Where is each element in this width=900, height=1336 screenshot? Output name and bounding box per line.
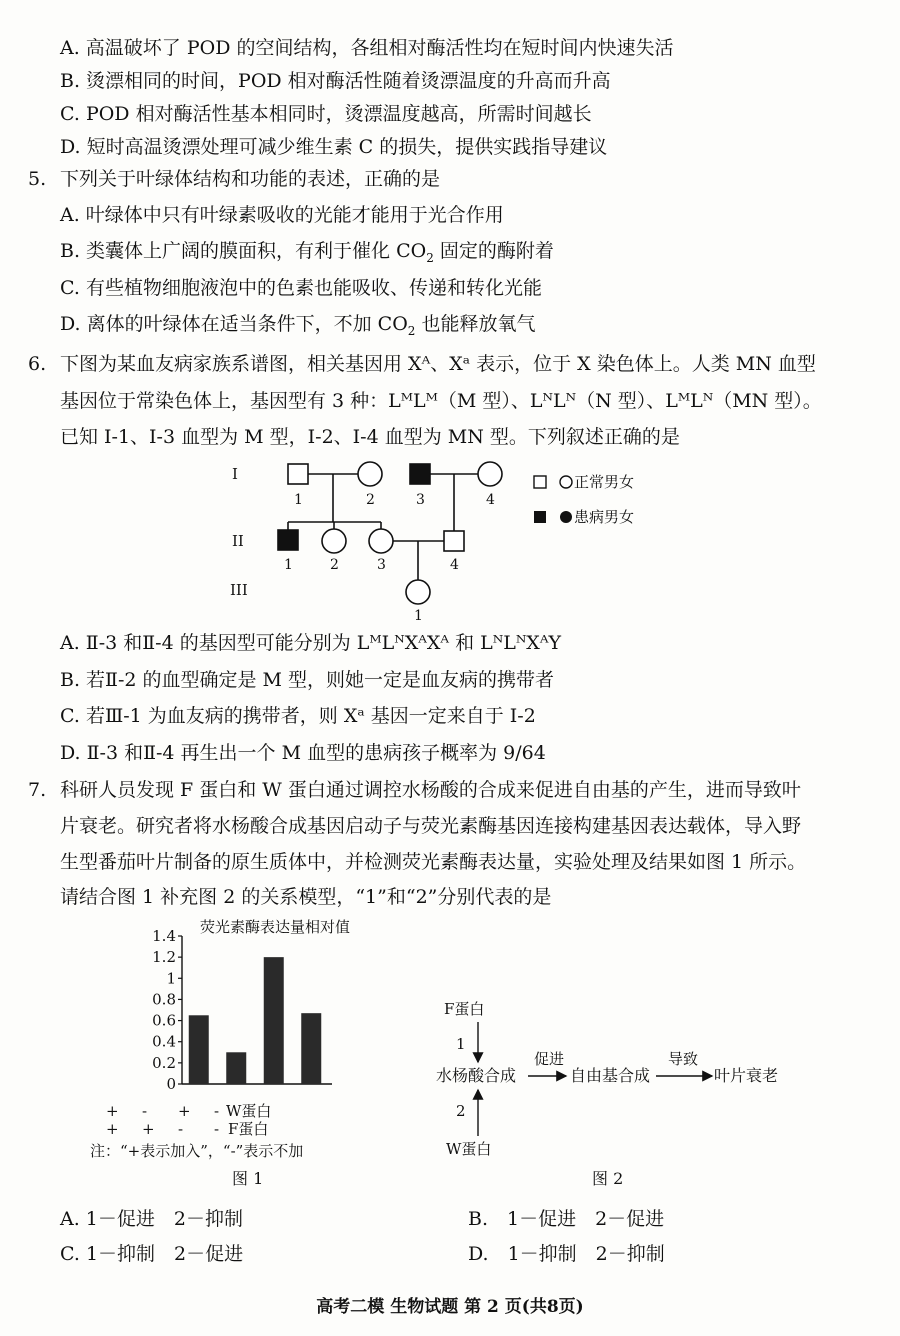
pedigree-i-1: 1 bbox=[294, 492, 303, 508]
figure-1-note: 注：“+表示加入”，“-”表示不加 bbox=[90, 1142, 304, 1160]
y-tick-label: 0.8 bbox=[152, 990, 176, 1009]
q5-option-c: C. 有些植物细胞液泡中的色素也能吸收、传递和转化光能 bbox=[60, 277, 542, 299]
pedigree-chart bbox=[200, 452, 720, 630]
q7-line-1: 科研人员发现 F 蛋白和 W 蛋白通过调控水杨酸的合成来促进自由基的产生，进而导致叶 bbox=[60, 779, 801, 801]
q7-option-a: A. 1－促进 2－抑制 bbox=[60, 1208, 243, 1230]
q6-line-3: 已知 I-1、I-3 血型为 M 型，I-2、I-4 血型为 MN 型。下列叙述正确的是 bbox=[60, 426, 680, 448]
q5-option-b-pre: B. 类囊体上广阔的膜面积，有利于催化 CO bbox=[60, 240, 427, 262]
pedigree-ii-1: 1 bbox=[284, 557, 293, 573]
q6-line-2: 基因位于常染色体上，基因型有 3 种：LᴹLᴹ（M 型）、LᴺLᴺ（N 型）、LᴹLᴺ（MN 型）。 bbox=[60, 390, 822, 412]
y-tick-label: 1 bbox=[166, 969, 176, 988]
q5-option-b-sub: 2 bbox=[426, 250, 434, 265]
legend-affected-female-icon bbox=[560, 511, 572, 523]
q5-stem: 下列关于叶绿体结构和功能的表述，正确的是 bbox=[60, 168, 441, 190]
w-row-4: - bbox=[214, 1102, 220, 1120]
relation-label-1: 1 bbox=[456, 1035, 466, 1053]
pedigree-gen-label-1: I bbox=[232, 465, 238, 483]
q7-line-4: 请结合图 1 补充图 2 的关系模型，“1”和“2”分别代表的是 bbox=[60, 886, 552, 908]
bar-2 bbox=[226, 1052, 246, 1084]
legend-normal-label: 正常男女 bbox=[574, 473, 635, 491]
q7-option-c: C. 1－抑制 2－促进 bbox=[60, 1243, 244, 1265]
bar-3 bbox=[264, 957, 284, 1084]
q7-line-3: 生型番茄叶片制备的原生质体中，并检测荧光素酶表达量，实验处理及结果如图 1 所示。 bbox=[60, 851, 807, 873]
page-footer: 高考二模 生物试题 第 2 页(共8页) bbox=[316, 1297, 584, 1317]
f-row-1: + bbox=[106, 1120, 119, 1138]
pedigree-ii-2: 2 bbox=[330, 557, 339, 573]
free-radical-node: 自由基合成 bbox=[570, 1066, 651, 1085]
q4-option-b: B. 烫漂相同的时间，POD 相对酶活性随着烫漂温度的升高而升高 bbox=[60, 70, 611, 92]
promote-label: 促进 bbox=[534, 1050, 565, 1068]
leaf-aging-node: 叶片衰老 bbox=[714, 1066, 779, 1085]
f-row-2: + bbox=[142, 1120, 155, 1138]
legend-affected-label: 患病男女 bbox=[574, 508, 635, 526]
figure-1-bar-chart bbox=[90, 912, 420, 1192]
w-row-1: + bbox=[106, 1102, 119, 1120]
w-row-3: + bbox=[178, 1102, 191, 1120]
salicylic-acid-node: 水杨酸合成 bbox=[436, 1066, 517, 1085]
chart-title: 荧光素酶表达量相对值 bbox=[200, 918, 351, 936]
q6-option-c: C. 若Ⅲ-1 为血友病的携带者，则 Xᵃ 基因一定来自于 I-2 bbox=[60, 705, 536, 727]
pedigree-gen-label-3: III bbox=[230, 581, 248, 599]
relation-label-2: 2 bbox=[456, 1102, 466, 1120]
y-tick-label: 1.4 bbox=[152, 927, 176, 945]
figure-2-relationship-model bbox=[430, 990, 830, 1190]
legend-normal-male-icon bbox=[534, 476, 546, 488]
y-tick-label: 1.2 bbox=[152, 948, 176, 967]
q4-option-a: A. 高温破坏了 POD 的空间结构，各组相对酶活性均在短时间内快速失活 bbox=[60, 37, 674, 59]
figure-1-caption: 图 1 bbox=[232, 1169, 264, 1188]
pedigree-ii-3: 3 bbox=[377, 557, 386, 573]
q5-option-d-pre: D. 离体的叶绿体在适当条件下，不加 CO bbox=[60, 313, 408, 335]
q4-option-c: C. POD 相对酶活性基本相同时，烫漂温度越高，所需时间越长 bbox=[60, 103, 592, 125]
w-protein-label: W蛋白 bbox=[446, 1140, 492, 1158]
y-tick-label: 0.2 bbox=[152, 1053, 176, 1072]
legend-normal-female-icon bbox=[560, 476, 572, 488]
q5-option-d-sub: 2 bbox=[407, 323, 416, 338]
f-protein-label: F蛋白 bbox=[444, 1000, 485, 1018]
pedigree-i-2: 2 bbox=[366, 492, 375, 508]
q7-option-d: D. 1－抑制 2－抑制 bbox=[468, 1243, 665, 1265]
legend-affected-male-icon bbox=[534, 511, 546, 523]
q7-number: 7. bbox=[28, 779, 47, 801]
pedigree-i-4: 4 bbox=[486, 492, 495, 508]
q5-option-a: A. 叶绿体中只有叶绿素吸收的光能才能用于光合作用 bbox=[60, 204, 504, 226]
bar-1 bbox=[189, 1015, 209, 1084]
y-tick-label: 0 bbox=[166, 1075, 176, 1093]
f-row-3: - bbox=[178, 1120, 184, 1138]
q5-option-d bbox=[60, 312, 535, 343]
w-row-label: W蛋白 bbox=[226, 1102, 272, 1120]
q4-option-d: D. 短时高温烫漂处理可减少维生素 C 的损失，提供实践指导建议 bbox=[60, 136, 608, 158]
f-row-label: F蛋白 bbox=[228, 1120, 269, 1138]
pedigree-i-3: 3 bbox=[416, 492, 425, 508]
q5-number: 5. bbox=[28, 168, 47, 190]
w-row-2: - bbox=[142, 1102, 148, 1120]
bar-4 bbox=[301, 1013, 321, 1084]
pedigree-ii-4: 4 bbox=[450, 557, 459, 573]
y-tick-label: 0.6 bbox=[152, 1011, 176, 1030]
q6-option-a: A. Ⅱ-3 和Ⅱ-4 的基因型可能分别为 LᴹLᴺXᴬXᴬ 和 LᴺLᴺXᴬY bbox=[60, 632, 561, 654]
pedigree-iii-1: 1 bbox=[414, 608, 423, 624]
f-row-4: - bbox=[214, 1120, 220, 1138]
q7-option-b: B. 1－促进 2－促进 bbox=[468, 1208, 665, 1230]
q5-option-b bbox=[60, 239, 554, 270]
q5-option-d-post: 也能释放氧气 bbox=[415, 313, 536, 335]
q6-option-d: D. Ⅱ-3 和Ⅱ-4 再生出一个 M 血型的患病孩子概率为 9/64 bbox=[60, 742, 546, 764]
cause-label: 导致 bbox=[668, 1050, 699, 1068]
q6-line-1: 下图为某血友病家族系谱图，相关基因用 Xᴬ、Xᵃ 表示，位于 X 染色体上。人类 MN 血型 bbox=[60, 353, 816, 375]
pedigree-gen-label-2: II bbox=[232, 532, 244, 550]
q6-number: 6. bbox=[28, 353, 47, 375]
q7-line-2: 片衰老。研究者将水杨酸合成基因启动子与荧光素酶基因连接构建基因表达载体，导入野 bbox=[60, 815, 802, 837]
y-tick-label: 0.4 bbox=[152, 1032, 176, 1051]
q6-option-b: B. 若Ⅱ-2 的血型确定是 M 型，则她一定是血友病的携带者 bbox=[60, 669, 555, 691]
figure-2-caption: 图 2 bbox=[592, 1169, 624, 1188]
q5-option-b-post: 固定的酶附着 bbox=[433, 240, 554, 262]
